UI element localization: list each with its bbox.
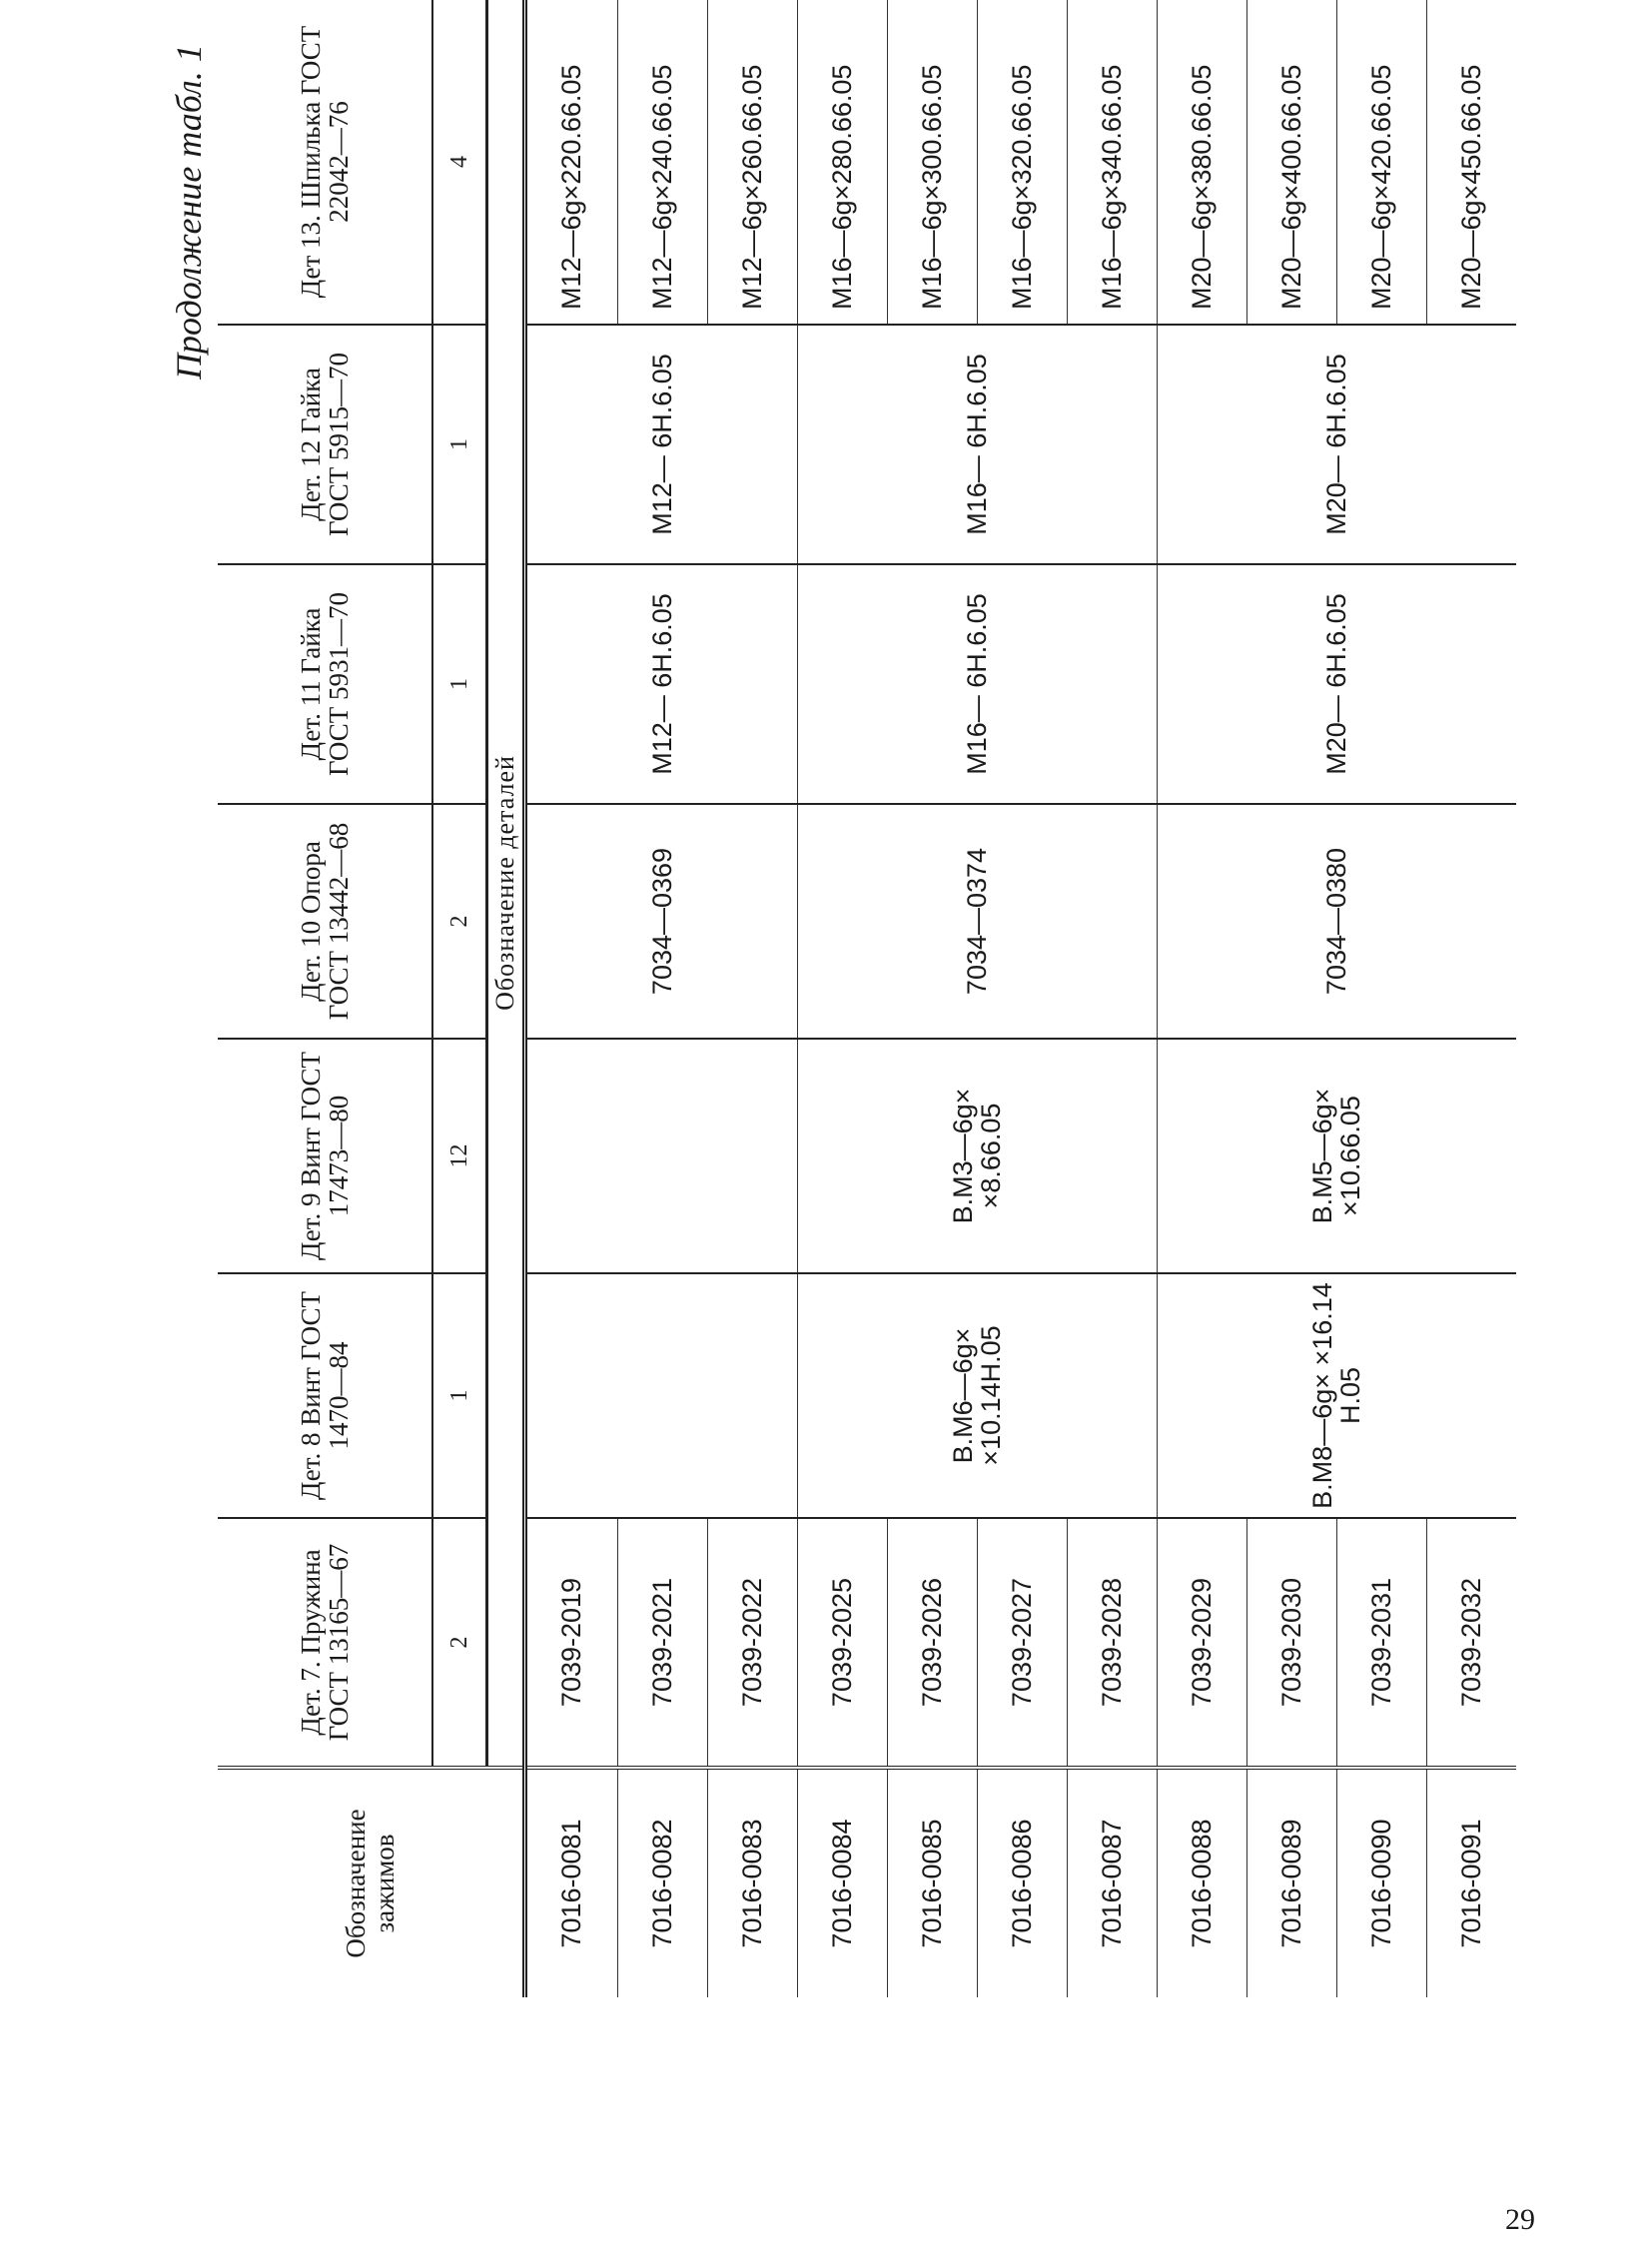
header-screw-8: Дет. 8 Винт ГОСТ 1470—84 bbox=[218, 1273, 432, 1518]
header-screw-9: Дет. 9 Винт ГОСТ 17473—80 bbox=[218, 1039, 432, 1273]
stud-designation: M16—6g×340.66.05 bbox=[1067, 0, 1157, 325]
clamp-designation: 7016-0091 bbox=[1426, 1768, 1516, 1997]
stud-designation: M20—6g×420.66.05 bbox=[1336, 0, 1426, 325]
header-stud: Дет 13. Шпилька ГОСТ 22042—76 bbox=[218, 0, 432, 325]
nut-12-designation: М12— 6Н.6.05 bbox=[525, 325, 798, 564]
spring-designation: 7039-2029 bbox=[1157, 1518, 1246, 1768]
parts-table bbox=[218, 0, 1516, 1997]
support-designation: 7034—0374 bbox=[797, 804, 1157, 1039]
designation-label: Обозначение деталей bbox=[487, 0, 525, 1768]
spring-designation: 7039-2025 bbox=[797, 1518, 887, 1768]
spring-designation: 7039-2031 bbox=[1336, 1518, 1426, 1768]
screw-9-designation: В.М3—6g× ×8.66.05 bbox=[797, 1039, 1157, 1273]
spring-designation: 7039-2030 bbox=[1246, 1518, 1336, 1768]
spring-designation: 7039-2032 bbox=[1426, 1518, 1516, 1768]
header-spring: Дет. 7. Пружина ГОСТ 13165—67 bbox=[218, 1518, 432, 1768]
clamp-designation: 7016-0089 bbox=[1246, 1768, 1336, 1997]
spring-designation: 7039-2028 bbox=[1067, 1518, 1157, 1768]
stud-designation: M12—6g×220.66.05 bbox=[525, 0, 618, 325]
spring-designation: 7039-2019 bbox=[525, 1518, 618, 1768]
support-designation: 7034—0369 bbox=[525, 804, 798, 1039]
clamp-designation: 7016-0090 bbox=[1336, 1768, 1426, 1997]
qty-spring: 2 bbox=[432, 1518, 487, 1768]
stud-designation: M16—6g×320.66.05 bbox=[977, 0, 1067, 325]
spring-designation: 7039-2027 bbox=[977, 1518, 1067, 1768]
qty-nut-11: 1 bbox=[432, 564, 487, 804]
table-caption: Продолжение табл. 1 bbox=[169, 44, 209, 379]
screw-9-empty bbox=[525, 1039, 798, 1273]
clamp-designation: 7016-0087 bbox=[1067, 1768, 1157, 1997]
header-support: Дет. 10 Опора ГОСТ 13442—68 bbox=[218, 804, 432, 1039]
nut-12-designation: М20— 6Н.6.05 bbox=[1157, 325, 1516, 564]
screw-8-empty bbox=[525, 1273, 798, 1518]
table-row bbox=[1157, 0, 1246, 1997]
screw-9-designation: В.М5—6g× ×10.66.05 bbox=[1157, 1039, 1516, 1273]
clamp-designation: 7016-0081 bbox=[525, 1768, 618, 1997]
clamp-designation: 7016-0082 bbox=[617, 1768, 707, 1997]
support-designation: 7034—0380 bbox=[1157, 804, 1516, 1039]
header-clamp-designation: Обозначение зажимов bbox=[218, 1768, 525, 1997]
header-nut-11: Дет. 11 Гайка ГОСТ 5931—70 bbox=[218, 564, 432, 804]
stud-designation: M20—6g×400.66.05 bbox=[1246, 0, 1336, 325]
stud-designation: M16—6g×280.66.05 bbox=[797, 0, 887, 325]
nut-11-designation: М12— 6Н.6.05 bbox=[525, 564, 798, 804]
spring-designation: 7039-2022 bbox=[707, 1518, 797, 1768]
clamp-designation: 7016-0086 bbox=[977, 1768, 1067, 1997]
spring-designation: 7039-2026 bbox=[887, 1518, 977, 1768]
nut-11-designation: М16— 6Н.6.05 bbox=[797, 564, 1157, 804]
spring-designation: 7039-2021 bbox=[617, 1518, 707, 1768]
clamp-designation: 7016-0088 bbox=[1157, 1768, 1246, 1997]
page-number: 29 bbox=[1505, 2203, 1535, 2236]
nut-12-designation: М16— 6Н.6.05 bbox=[797, 325, 1157, 564]
table-row bbox=[525, 0, 618, 1997]
stud-designation: M20—6g×380.66.05 bbox=[1157, 0, 1246, 325]
table-row bbox=[797, 0, 887, 1997]
clamp-designation: 7016-0085 bbox=[887, 1768, 977, 1997]
screw-8-designation: В.М6—6g× ×10.14Н.05 bbox=[797, 1273, 1157, 1518]
stud-designation: M16—6g×300.66.05 bbox=[887, 0, 977, 325]
stud-designation: M12—6g×260.66.05 bbox=[707, 0, 797, 325]
qty-nut-12: 1 bbox=[432, 325, 487, 564]
qty-support: 2 bbox=[432, 804, 487, 1039]
stud-designation: M20—6g×450.66.05 bbox=[1426, 0, 1516, 325]
stud-designation: M12—6g×240.66.05 bbox=[617, 0, 707, 325]
qty-stud: 4 bbox=[432, 0, 487, 325]
nut-11-designation: М20— 6Н.6.05 bbox=[1157, 564, 1516, 804]
header-nut-12: Дет. 12 Гайка ГОСТ 5915—70 bbox=[218, 325, 432, 564]
clamp-designation: 7016-0084 bbox=[797, 1768, 887, 1997]
clamp-designation: 7016-0083 bbox=[707, 1768, 797, 1997]
screw-8-designation: В.М8—6g× ×16.14 Н.05 bbox=[1157, 1273, 1516, 1518]
qty-screw-8: 1 bbox=[432, 1273, 487, 1518]
qty-screw-9: 12 bbox=[432, 1039, 487, 1273]
